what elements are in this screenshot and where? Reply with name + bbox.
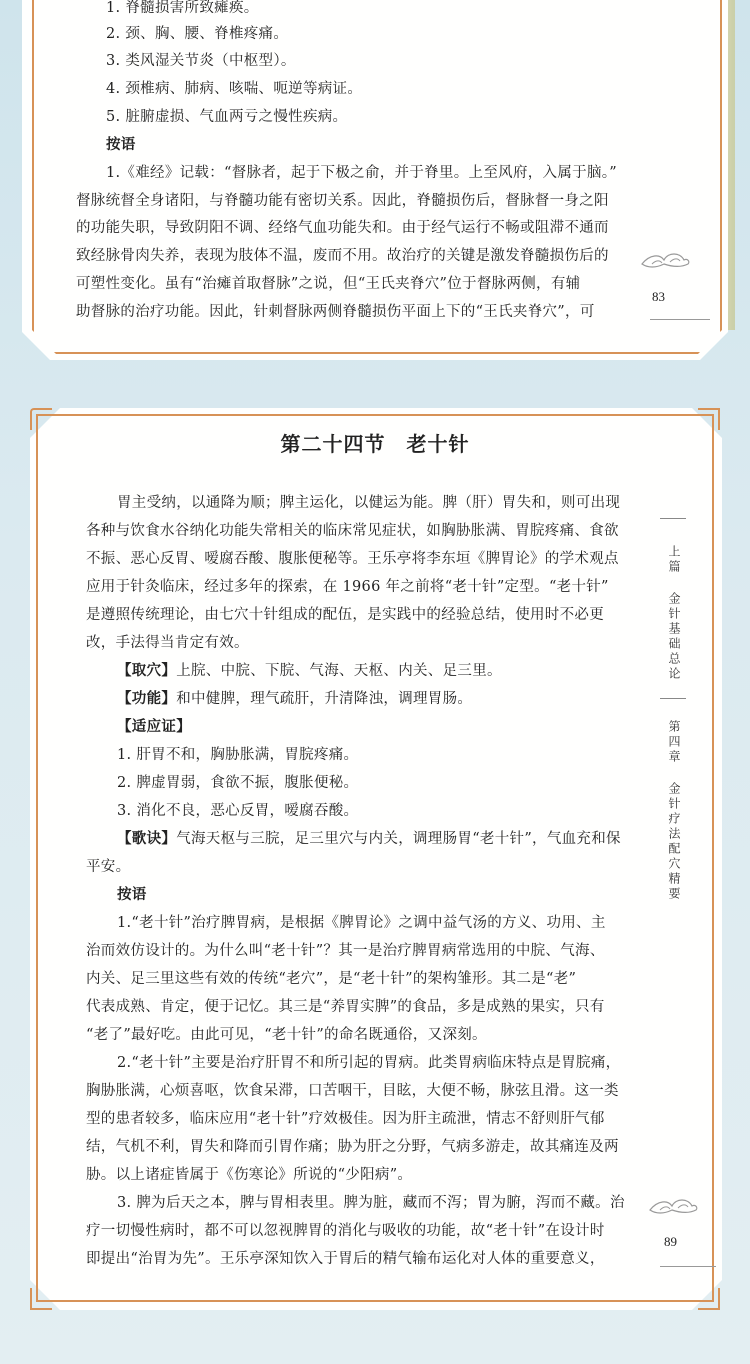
note-heading: 按语 <box>117 886 147 903</box>
list-item: 2. 脾虚胃弱，食欲不振，腹胀便秘。 <box>117 775 359 791</box>
paragraph-line: 治而效仿设计的。为什么叫“老十针”？其一是治疗脾胃病常选用的中脘、气海、 <box>86 943 605 959</box>
paragraph-line: 胁。以上诸症皆属于《伤寒论》所说的“少阳病”。 <box>86 1167 413 1183</box>
side-divider <box>660 518 686 519</box>
list-item: 1. 脊髓损害所致瘫痪。 <box>106 0 259 16</box>
list-item: 4. 颈椎病、肺病、咳喘、呃逆等病证。 <box>106 81 363 97</box>
list-item: 2. 颈、胸、腰、脊椎疼痛。 <box>106 26 289 42</box>
paragraph-line: 可塑性变化。虽有“治瘫首取督脉”之说，但“王氏夹脊穴”位于督脉两侧，有辅 <box>76 276 581 292</box>
paragraph-line: 助督脉的治疗功能。因此，针刺督脉两侧脊髓损伤平面上下的“王氏夹脊穴”，可 <box>76 304 595 320</box>
verse-text: 气海天枢与三脘，足三里穴与内关，调理肠胃“老十针”，气血充和保 <box>176 831 621 847</box>
page-number: 89 <box>664 1234 677 1249</box>
paragraph-line: “老了”最好吃。由此可见，“老十针”的命名既通俗，又深刻。 <box>86 1027 487 1043</box>
page-number-rule <box>660 1266 716 1267</box>
verse-label: 【歌诀】 <box>117 830 177 847</box>
page-number-rule <box>650 319 710 320</box>
paragraph-line: 改，手法得当肯定有效。 <box>86 635 249 651</box>
list-item: 5. 脏腑虚损、气血两亏之慢性疾病。 <box>106 109 348 125</box>
paragraph-line: 各种与饮食水谷纳化功能失常相关的临床常见症状，如胸胁胀满、胃脘疼痛、食欲 <box>86 523 619 539</box>
acupoint-text: 上脘、中脘、下脘、气海、天枢、内关、足三里。 <box>176 663 502 679</box>
verse-row <box>117 825 621 853</box>
paragraph-line: 致经脉骨肉失养，表现为肢体不温，废而不用。故治疗的关键是激发脊髓损伤后的 <box>76 248 609 264</box>
side-chapter-title: 金针疗法配穴精要 <box>667 782 681 902</box>
paragraph-line: 即提出“治胃为先”。王乐亭深知饮入于胃后的精气输布运化对人体的重要意义， <box>86 1251 605 1267</box>
paragraph-line: 3. 脾为后天之本，脾与胃相表里。脾为脏，藏而不泻；胃为腑，泻而不藏。治 <box>117 1195 625 1211</box>
frame-corner-ornament <box>698 1288 720 1310</box>
paragraph-line: 型的患者较多，临床应用“老十针”疗效极佳。因为肝主疏泄，情志不舒则肝气郁 <box>86 1111 605 1127</box>
paragraph-line: 1.《难经》记载：“督脉者，起于下极之俞，并于脊里。上至风府，入属于脑。” <box>106 165 618 181</box>
paragraph-line: 不振、恶心反胃、嗳腐吞酸、腹胀便秘等。王乐亭将李东垣《脾胃论》的学术观点 <box>86 551 619 567</box>
paragraph-line: 应用于针灸临床，经过多年的探索，在 1966 年之前将“老十针”定型。“老十针” <box>86 579 609 595</box>
side-part-title: 金针基础总论 <box>667 592 681 682</box>
paragraph-line: 代表成熟、肯定，便于记忆。其三是“养胃实脾”的食品，多是成熟的果实，只有 <box>86 999 605 1015</box>
paragraph-line: 胸胁胀满，心烦喜呕，饮食呆滞，口苦咽干，目眩，大便不畅，脉弦且滑。这一类 <box>86 1083 619 1099</box>
list-item: 3. 类风湿关节炎（中枢型）。 <box>106 53 296 69</box>
frame-corner-ornament <box>30 1288 52 1310</box>
side-part: 上篇 <box>667 545 681 575</box>
side-chapter: 第四章 <box>667 720 681 765</box>
list-item: 1. 肝胃不和，胸胁胀满，胃脘疼痛。 <box>117 747 359 763</box>
function-text: 和中健脾，理气疏肝，升清降浊，调理胃肠。 <box>176 691 473 707</box>
paragraph-line: 1.“老十针”治疗脾胃病，是根据《脾胃论》之调中益气汤的方义、功用、主 <box>117 915 606 931</box>
acupoint-label: 【取穴】 <box>117 662 177 679</box>
side-divider <box>660 698 686 699</box>
verse-continuation: 平安。 <box>86 859 131 875</box>
paragraph-line: 疗一切慢性病时，都不可以忽视脾胃的消化与吸收的功能，故“老十针”在设计时 <box>86 1223 605 1239</box>
function-label: 【功能】 <box>117 690 177 707</box>
paragraph-line: 结，气机不利，胃失和降而引胃作痛；胁为肝之分野，气病多游走，故其痛连及两 <box>86 1139 619 1155</box>
frame-corner-ornament <box>698 408 720 430</box>
paragraph-line: 内关、足三里这些有效的传统“老穴”，是“老十针”的架构雏形。其二是“老” <box>86 971 577 987</box>
indication-label: 【适应证】 <box>117 718 191 735</box>
function-row <box>117 685 472 713</box>
list-item: 3. 消化不良，恶心反胃，嗳腐吞酸。 <box>117 803 359 819</box>
paragraph-line: 胃主受纳，以通降为顺；脾主运化，以健运为能。脾（肝）胃失和，则可出现 <box>117 495 621 511</box>
paragraph-line: 2.“老十针”主要是治疗肝胃不和所引起的胃病。此类胃病临床特点是胃脘痛， <box>117 1055 621 1071</box>
cloud-ornament-icon <box>640 250 692 272</box>
frame-corner-ornament <box>30 408 52 430</box>
acupoint-row <box>117 657 502 685</box>
paragraph-line: 是遵照传统理论，由七穴十针组成的配伍，是实践中的经验总结，使用时不必更 <box>86 607 604 623</box>
section-title: 第二十四节 老十针 <box>280 432 470 456</box>
paragraph-line: 的功能失职，导致阴阳不调、经络气血功能失和。由于经气运行不畅或阻滞不通而 <box>76 220 609 236</box>
note-heading: 按语 <box>106 136 136 153</box>
paragraph-line: 督脉统督全身诸阳，与脊髓功能有密切关系。因此，脊髓损伤后，督脉督一身之阳 <box>76 193 609 209</box>
cloud-ornament-icon <box>648 1196 700 1218</box>
page-number: 83 <box>652 289 665 304</box>
